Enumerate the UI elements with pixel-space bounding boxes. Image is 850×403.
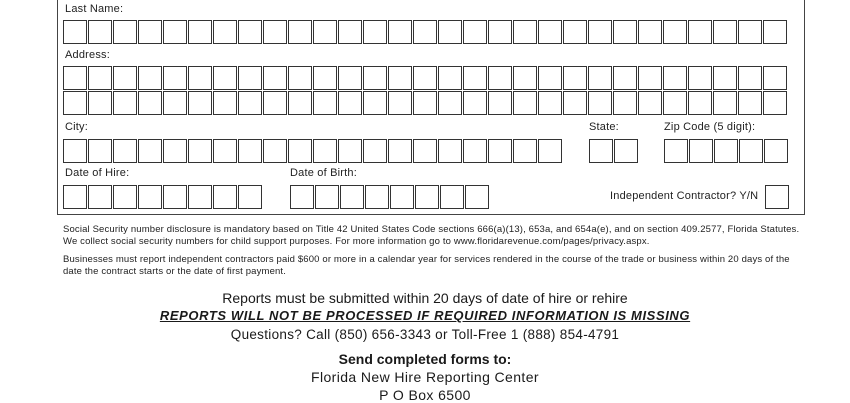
character-box[interactable]: [588, 66, 612, 90]
character-box[interactable]: [638, 91, 662, 115]
character-box[interactable]: [188, 91, 212, 115]
character-box[interactable]: [663, 91, 687, 115]
character-box[interactable]: [513, 20, 537, 44]
character-box[interactable]: [763, 66, 787, 90]
character-box[interactable]: [438, 66, 462, 90]
character-box[interactable]: [365, 185, 389, 209]
character-box[interactable]: [663, 66, 687, 90]
character-box[interactable]: [188, 139, 212, 163]
character-box[interactable]: [88, 20, 112, 44]
character-box[interactable]: [163, 185, 187, 209]
character-box[interactable]: [263, 66, 287, 90]
character-box[interactable]: [738, 66, 762, 90]
deadline-text: Reports must be submitted within 20 days of date of hire or rehire: [222, 290, 628, 306]
character-box[interactable]: [238, 91, 262, 115]
character-box[interactable]: [713, 20, 737, 44]
character-box[interactable]: [738, 20, 762, 44]
ssn-disclosure-note: Social Security number disclosure is mandatory based on Title 42 United States Code sections 666(a)(13), 653a, and 654a(e), and on section 409.2577, Florida Statutes. We collect social security numbers for child support purposes. For more information go to www.floridarevenue.com/pages/privacy.aspx.: [63, 224, 800, 247]
questions-phone-text: Questions? Call (850) 656-3343 or Toll-Free 1 (888) 854-4791: [230, 327, 620, 342]
character-box[interactable]: [313, 91, 337, 115]
character-box[interactable]: [188, 185, 212, 209]
character-box[interactable]: [588, 20, 612, 44]
state-label: State:: [589, 121, 619, 133]
address-label: Address:: [65, 49, 111, 61]
character-box[interactable]: [563, 66, 587, 90]
character-box[interactable]: [589, 139, 613, 163]
character-box[interactable]: [763, 20, 787, 44]
date-of-birth-label: Date of Birth:: [290, 167, 357, 179]
character-box[interactable]: [288, 20, 312, 44]
character-box[interactable]: [113, 139, 137, 163]
character-box[interactable]: [213, 20, 237, 44]
character-box[interactable]: [413, 139, 437, 163]
send-forms-heading: Send completed forms to:: [338, 351, 512, 367]
character-box[interactable]: [388, 91, 412, 115]
character-box[interactable]: [213, 139, 237, 163]
character-box[interactable]: [538, 91, 562, 115]
character-box[interactable]: [613, 91, 637, 115]
character-box[interactable]: [463, 139, 487, 163]
address-line-1-field[interactable]: [63, 66, 787, 90]
character-box[interactable]: [290, 185, 314, 209]
character-box[interactable]: [338, 91, 362, 115]
character-box[interactable]: [138, 66, 162, 90]
character-box[interactable]: [538, 20, 562, 44]
character-box[interactable]: [113, 185, 137, 209]
character-box[interactable]: [438, 91, 462, 115]
character-box[interactable]: [113, 91, 137, 115]
character-box[interactable]: [388, 139, 412, 163]
character-box[interactable]: [765, 185, 789, 209]
character-box[interactable]: [88, 66, 112, 90]
character-box[interactable]: [440, 185, 464, 209]
character-box[interactable]: [315, 185, 339, 209]
date-of-hire-field[interactable]: [63, 185, 262, 209]
character-box[interactable]: [488, 66, 512, 90]
character-box[interactable]: [113, 20, 137, 44]
character-box[interactable]: [465, 185, 489, 209]
character-box[interactable]: [363, 66, 387, 90]
character-box[interactable]: [138, 139, 162, 163]
missing-info-warning: REPORTS WILL NOT BE PROCESSED IF REQUIRED INFORMATION IS MISSING: [159, 308, 691, 323]
character-box[interactable]: [338, 66, 362, 90]
character-box[interactable]: [713, 66, 737, 90]
character-box[interactable]: [488, 20, 512, 44]
character-box[interactable]: [739, 139, 763, 163]
character-box[interactable]: [538, 66, 562, 90]
character-box[interactable]: [388, 20, 412, 44]
date-of-hire-label: Date of Hire:: [65, 167, 130, 179]
character-box[interactable]: [638, 66, 662, 90]
character-box[interactable]: [663, 20, 687, 44]
character-box[interactable]: [713, 91, 737, 115]
character-box[interactable]: [138, 91, 162, 115]
character-box[interactable]: [163, 20, 187, 44]
character-box[interactable]: [188, 20, 212, 44]
character-box[interactable]: [415, 185, 439, 209]
character-box[interactable]: [390, 185, 414, 209]
state-field[interactable]: [589, 139, 638, 163]
character-box[interactable]: [438, 139, 462, 163]
character-box[interactable]: [463, 66, 487, 90]
character-box[interactable]: [313, 66, 337, 90]
address-line-2-field[interactable]: [63, 91, 787, 115]
character-box[interactable]: [163, 139, 187, 163]
character-box[interactable]: [340, 185, 364, 209]
character-box[interactable]: [88, 91, 112, 115]
character-box[interactable]: [463, 20, 487, 44]
character-box[interactable]: [63, 66, 87, 90]
date-of-birth-field[interactable]: [290, 185, 489, 209]
character-box[interactable]: [614, 139, 638, 163]
character-box[interactable]: [213, 66, 237, 90]
character-box[interactable]: [563, 20, 587, 44]
independent-contractor-field[interactable]: [765, 185, 789, 209]
character-box[interactable]: [138, 185, 162, 209]
character-box[interactable]: [313, 139, 337, 163]
character-box[interactable]: [238, 185, 262, 209]
character-box[interactable]: [764, 139, 788, 163]
character-box[interactable]: [488, 139, 512, 163]
character-box[interactable]: [689, 139, 713, 163]
character-box[interactable]: [763, 91, 787, 115]
character-box[interactable]: [613, 20, 637, 44]
character-box[interactable]: [63, 139, 87, 163]
character-box[interactable]: [238, 20, 262, 44]
character-box[interactable]: [613, 66, 637, 90]
character-box[interactable]: [88, 185, 112, 209]
last-name-field[interactable]: [63, 20, 787, 44]
character-box[interactable]: [163, 66, 187, 90]
character-box[interactable]: [363, 20, 387, 44]
character-box[interactable]: [688, 66, 712, 90]
character-box[interactable]: [588, 91, 612, 115]
reporting-center-name: Florida New Hire Reporting Center: [311, 369, 539, 385]
character-box[interactable]: [188, 66, 212, 90]
character-box[interactable]: [63, 91, 87, 115]
character-box[interactable]: [213, 185, 237, 209]
character-box[interactable]: [238, 66, 262, 90]
character-box[interactable]: [288, 139, 312, 163]
character-box[interactable]: [263, 91, 287, 115]
city-label: City:: [65, 121, 88, 133]
contractor-reporting-note: Businesses must report independent contractors paid $600 or more in a calendar year for services rendered in the course of the trade or business within 20 days of the date the contract starts or the date of first payment.: [63, 254, 790, 277]
character-box[interactable]: [463, 91, 487, 115]
character-box[interactable]: [563, 91, 587, 115]
character-box[interactable]: [538, 139, 562, 163]
character-box[interactable]: [688, 20, 712, 44]
character-box[interactable]: [113, 66, 137, 90]
character-box[interactable]: [338, 139, 362, 163]
character-box[interactable]: [664, 139, 688, 163]
character-box[interactable]: [688, 91, 712, 115]
character-box[interactable]: [363, 139, 387, 163]
character-box[interactable]: [163, 91, 187, 115]
character-box[interactable]: [263, 20, 287, 44]
zip-code-label: Zip Code (5 digit):: [664, 121, 756, 133]
character-box[interactable]: [413, 66, 437, 90]
character-box[interactable]: [738, 91, 762, 115]
independent-contractor-label: Independent Contractor? Y/N: [610, 190, 759, 202]
last-name-label: Last Name:: [65, 3, 124, 15]
city-field[interactable]: [63, 139, 562, 163]
character-box[interactable]: [138, 20, 162, 44]
character-box[interactable]: [63, 20, 87, 44]
character-box[interactable]: [513, 66, 537, 90]
character-box[interactable]: [88, 139, 112, 163]
character-box[interactable]: [488, 91, 512, 115]
character-box[interactable]: [288, 91, 312, 115]
character-box[interactable]: [363, 91, 387, 115]
character-box[interactable]: [413, 91, 437, 115]
character-box[interactable]: [238, 139, 262, 163]
character-box[interactable]: [388, 66, 412, 90]
character-box[interactable]: [313, 20, 337, 44]
character-box[interactable]: [714, 139, 738, 163]
zip-code-field[interactable]: [664, 139, 788, 163]
character-box[interactable]: [413, 20, 437, 44]
character-box[interactable]: [263, 139, 287, 163]
character-box[interactable]: [638, 20, 662, 44]
character-box[interactable]: [288, 66, 312, 90]
character-box[interactable]: [213, 91, 237, 115]
character-box[interactable]: [513, 139, 537, 163]
character-box[interactable]: [338, 20, 362, 44]
po-box-text: P O Box 6500: [379, 387, 471, 403]
character-box[interactable]: [513, 91, 537, 115]
character-box[interactable]: [63, 185, 87, 209]
character-box[interactable]: [438, 20, 462, 44]
